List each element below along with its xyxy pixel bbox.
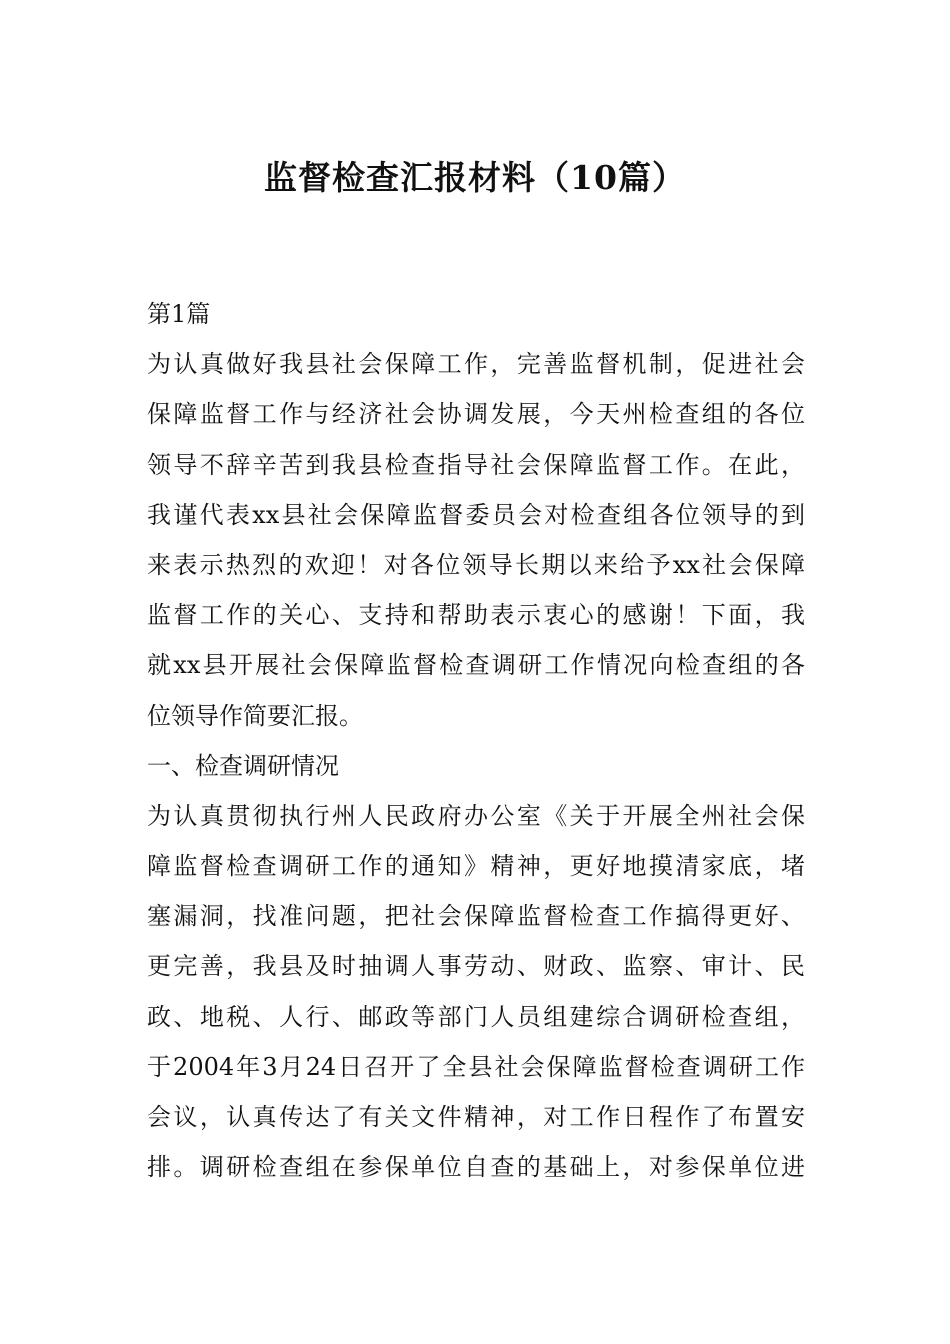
paragraph-line: 于2004年3月24日召开了全县社会保障监督检查调研工作: [147, 1052, 805, 1081]
paragraph-line: 更完善，我县及时抽调人事劳动、财政、监察、审计、民: [147, 952, 805, 981]
paragraph-line: 为认真贯彻执行州人民政府办公室《关于开展全州社会保: [147, 801, 805, 830]
paragraph-line: 塞漏洞，找准问题，把社会保障监督检查工作搞得更好、: [147, 902, 805, 931]
paragraph-line: 保障监督工作与经济社会协调发展，今天州检查组的各位: [147, 400, 805, 429]
section-heading-part-1: 第1篇: [147, 300, 211, 328]
paragraph-line: 排。调研检查组在参保单位自查的基础上，对参保单位进: [147, 1153, 805, 1182]
paragraph-line: 为认真做好我县社会保障工作，完善监督机制，促进社会: [147, 350, 805, 379]
paragraph-line: 领导不辞辛苦到我县检查指导社会保障监督工作。在此，: [147, 450, 805, 479]
paragraph-line: 我谨代表xx县社会保障监督委员会对检查组各位领导的到: [147, 500, 805, 529]
paragraph-line: 监督工作的关心、支持和帮助表示衷心的感谢！下面，我: [147, 601, 805, 630]
paragraph-line: 会议，认真传达了有关文件精神，对工作日程作了布置安: [147, 1103, 805, 1131]
paragraph-line: 政、地税、人行、邮政等部门人员组建综合调研检查组，: [147, 1002, 805, 1031]
paragraph-line: 来表示热烈的欢迎！对各位领导长期以来给予xx社会保障: [147, 550, 805, 579]
document-title: 监督检查汇报材料（10篇）: [264, 158, 686, 197]
paragraph-line: 位领导作简要汇报。: [147, 701, 363, 730]
paragraph-line: 障监督检查调研工作的通知》精神，更好地摸清家底，堵: [147, 852, 805, 881]
section-heading-inspection: 一、检查调研情况: [147, 751, 339, 780]
paragraph-line: 就xx县开展社会保障监督检查调研工作情况向检查组的各: [147, 651, 805, 680]
document-body: [147, 289, 805, 1192]
